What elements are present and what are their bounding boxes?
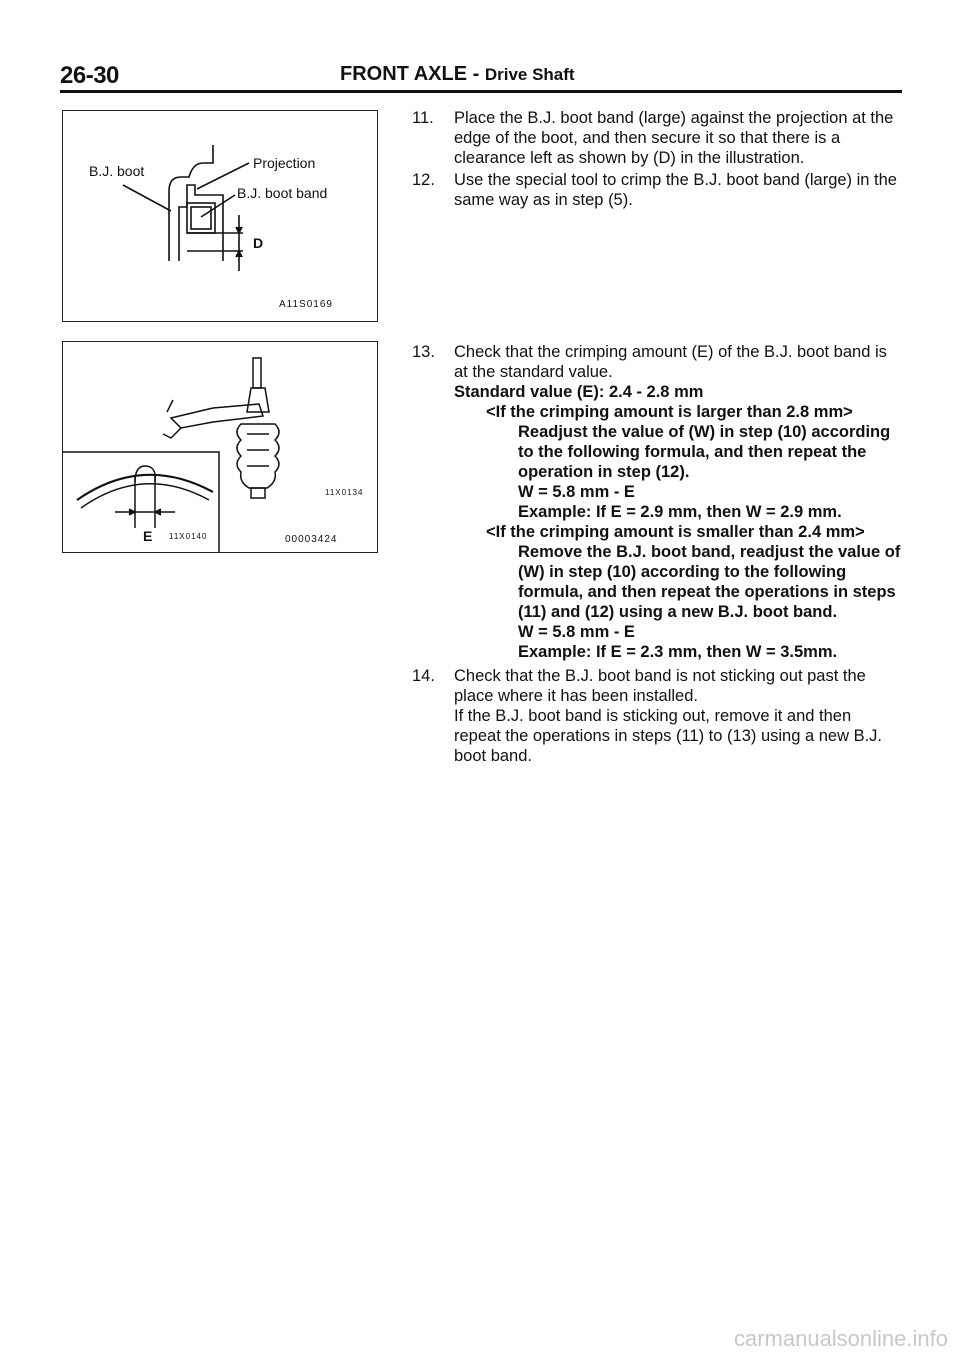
- condition-larger-formula: W = 5.8 mm - E: [518, 483, 635, 501]
- step-14: [412, 666, 902, 766]
- condition-smaller-formula: W = 5.8 mm - E: [518, 623, 635, 641]
- inset-code: 11X0140: [169, 532, 208, 541]
- step-text: Check that the crimping amount (E) of the B.J. boot band is at the standard value.: [454, 343, 887, 381]
- boot-band-illustration: [63, 111, 377, 321]
- label-projection: Projection: [253, 155, 316, 171]
- section-title: FRONT AXLE: [340, 63, 468, 85]
- condition-smaller-example: Example: If E = 2.3 mm, then W = 3.5mm.: [518, 643, 838, 661]
- step-text-followup: If the B.J. boot band is sticking out, remove it and then repeat the operations in steps (11) to (13) using a new B.J. boot band.: [454, 707, 883, 765]
- header-rule: [60, 90, 902, 93]
- step-number: 11.: [412, 109, 434, 127]
- condition-larger: <If the crimping amount is larger than 2.8 mm>: [486, 403, 853, 421]
- step-text: Use the special tool to crimp the B.J. boot band (large) in the same way as in step (5).: [454, 171, 897, 209]
- label-bj-boot: B.J. boot: [89, 163, 145, 179]
- label-dimension-d: D: [253, 235, 264, 251]
- condition-larger-instruction: Readjust the value of (W) in step (10) according to the following formula, and then repeat the operation in step (12).: [518, 423, 891, 481]
- step-11: [412, 108, 902, 168]
- label-crimp-amount-e: E: [143, 528, 153, 544]
- step-number: 13.: [412, 343, 435, 361]
- standard-value: Standard value (E): 2.4 - 2.8 mm: [454, 383, 704, 401]
- crimp-check-illustration: [63, 342, 377, 552]
- steps-block-b: [412, 342, 902, 768]
- condition-smaller-instruction: Remove the B.J. boot band, readjust the value of (W) in step (10) according to the following formula, and then repeat the operations in steps (11) and (12) using a new B.J. boot band.: [518, 543, 901, 621]
- condition-larger-example: Example: If E = 2.9 mm, then W = 2.9 mm.: [518, 503, 842, 521]
- section-subtitle: Drive Shaft: [484, 65, 575, 84]
- title-dash: -: [472, 63, 480, 85]
- condition-smaller: <If the crimping amount is smaller than 2.4 mm>: [486, 523, 865, 541]
- page-number: 26-30: [60, 62, 119, 89]
- figure-code: A11S0169: [279, 299, 333, 310]
- label-bj-boot-band: B.J. boot band: [237, 185, 328, 201]
- step-13: [412, 342, 902, 662]
- tool-code: 11X0134: [325, 488, 364, 497]
- step-number: 12.: [412, 171, 435, 189]
- figure-code: 00003424: [285, 534, 338, 545]
- steps-block-a: [412, 108, 902, 212]
- step-number: 14.: [412, 667, 435, 685]
- crimp-check-figure: [62, 341, 378, 553]
- boot-band-figure: [62, 110, 378, 322]
- step-12: [412, 170, 902, 210]
- footer-watermark: carmanualsonline.info: [733, 1326, 948, 1351]
- page-title: [340, 63, 575, 86]
- step-text: Place the B.J. boot band (large) against the projection at the edge of the boot, and then secure it so that there is a clearance left as shown by (D) in the illustration.: [454, 109, 894, 167]
- step-text: Check that the B.J. boot band is not sticking out past the place where it has been installed.: [454, 667, 866, 705]
